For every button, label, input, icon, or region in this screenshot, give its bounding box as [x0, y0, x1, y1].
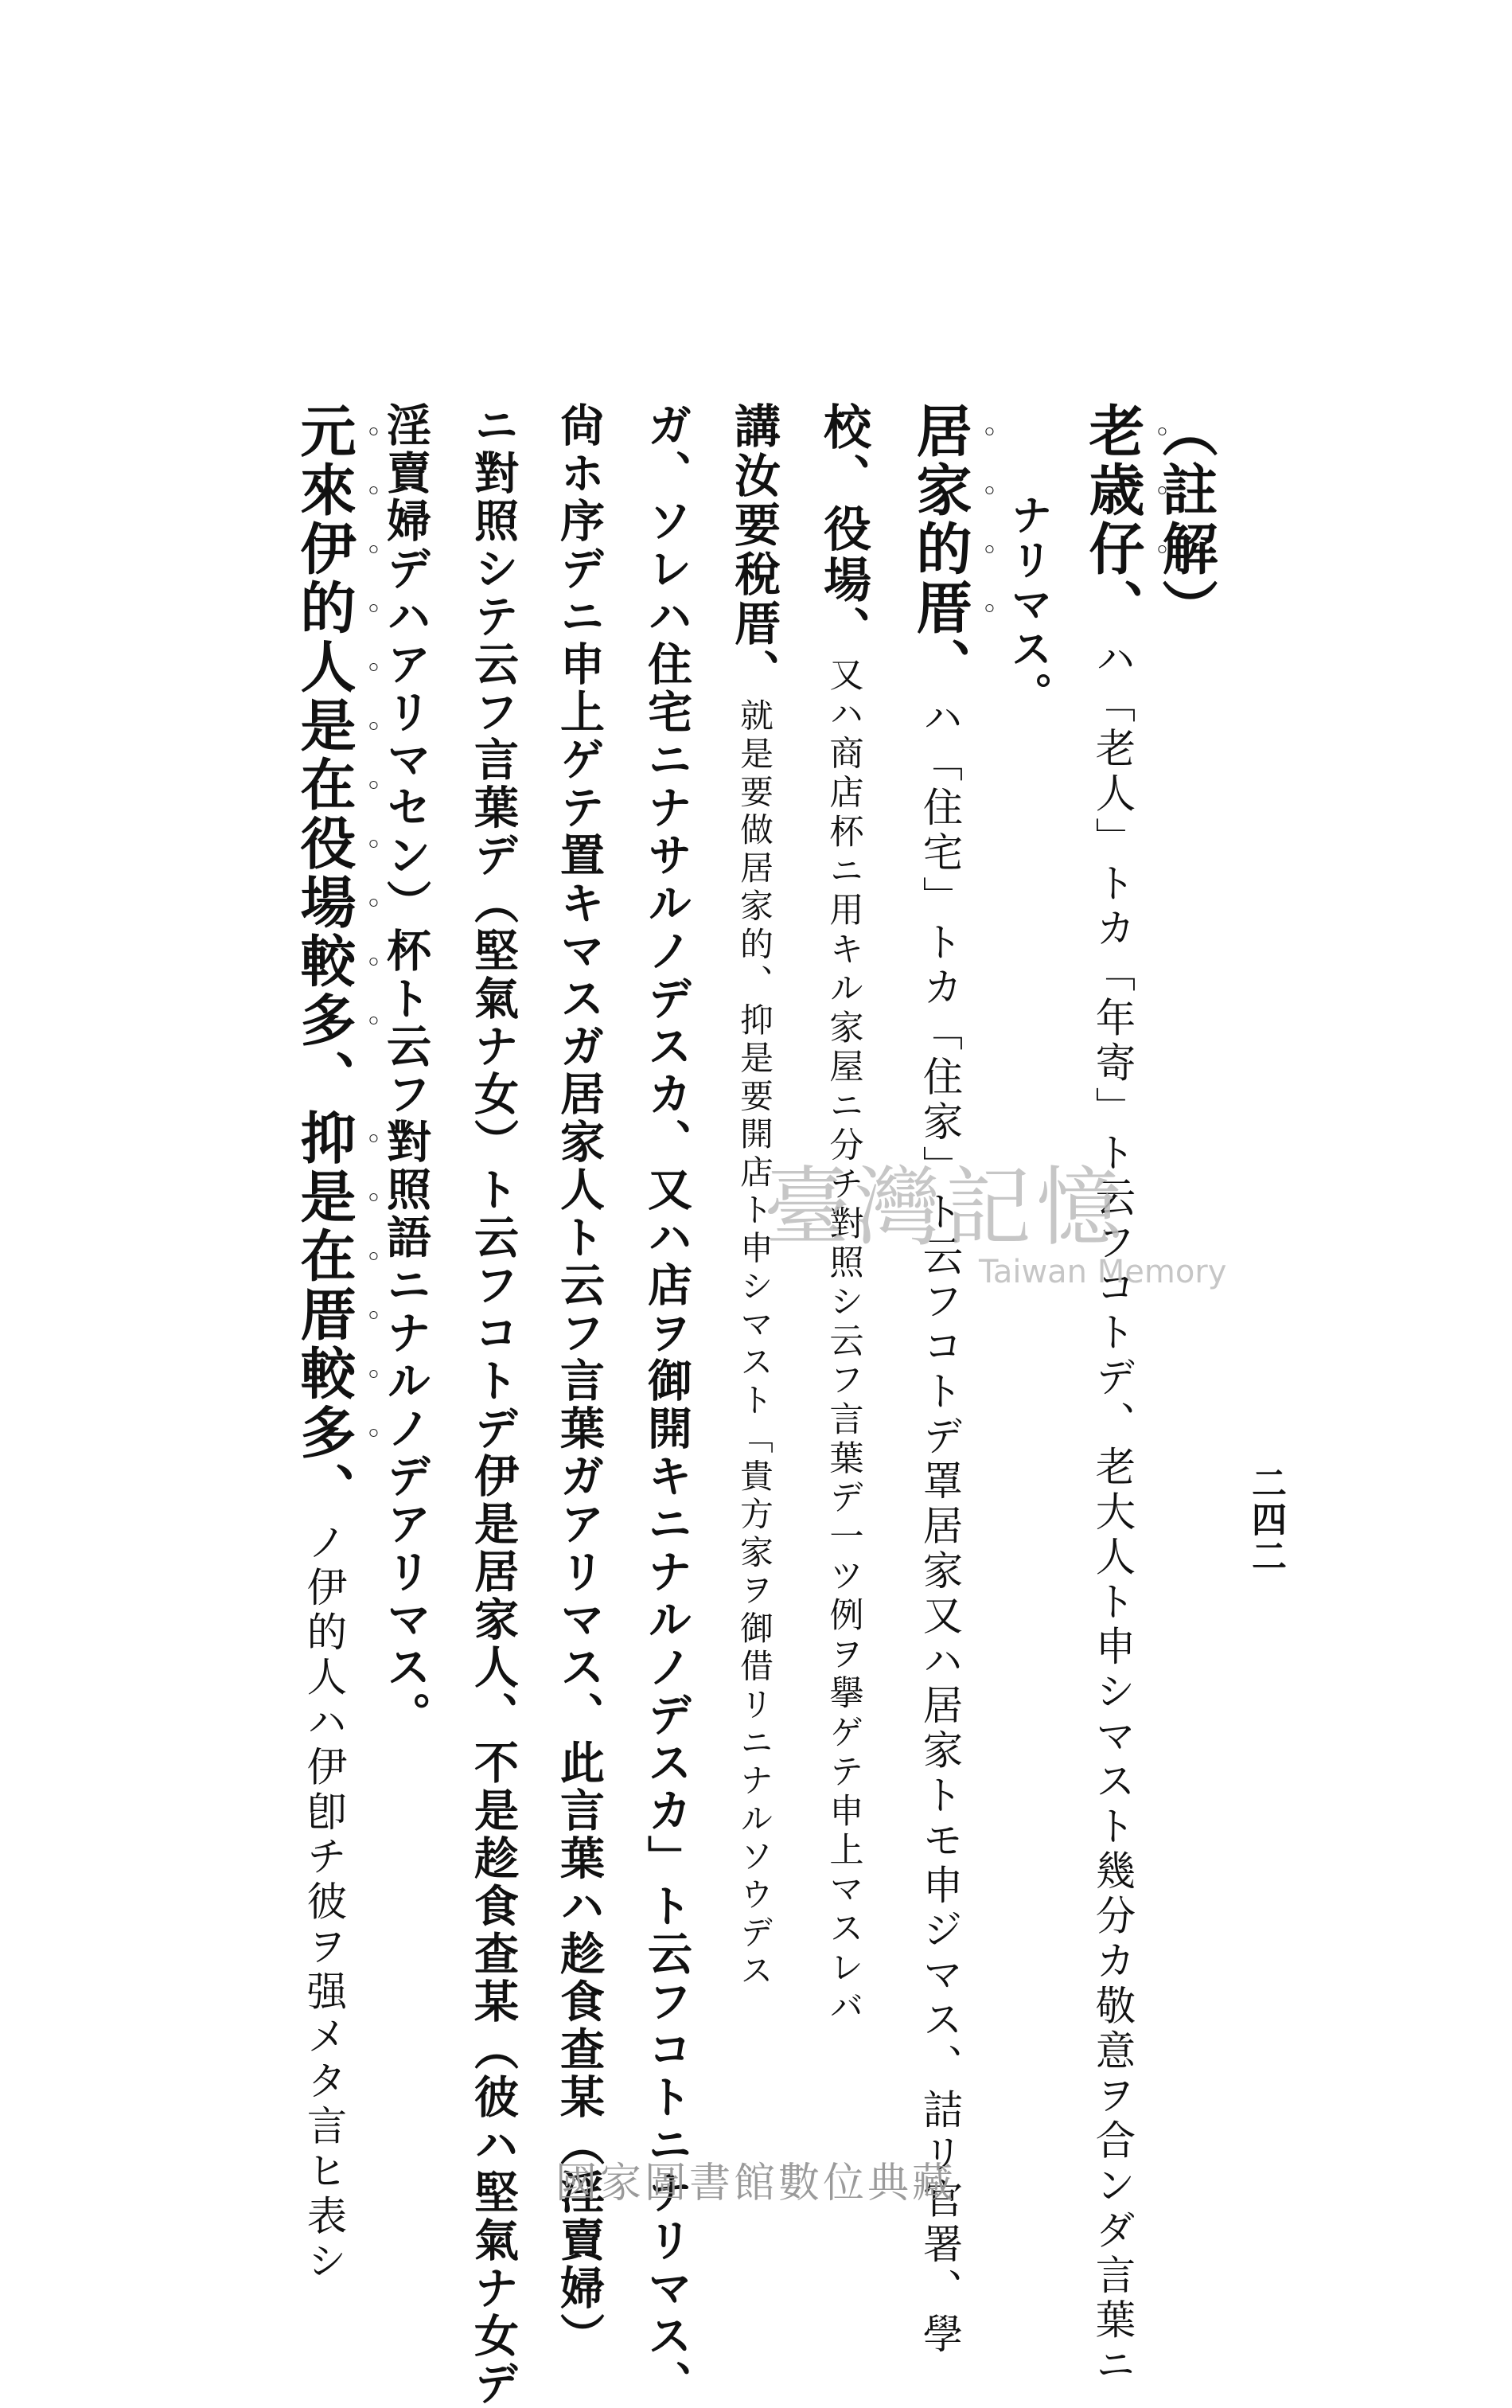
text-column	[641, 402, 693, 2408]
watermark	[764, 1138, 1241, 1298]
column-body-text: ハ「老人」トカ「年寄」ト云フコトデ、老大人ト申シマスト幾分カ敬意ヲ合ンダ言葉ニ	[1089, 638, 1136, 2389]
column-body-text: 淫賣婦デハアリマセン）杯ト云フ對照語ニナルノデアリマス。	[380, 402, 432, 1739]
text-column	[467, 402, 520, 2408]
column-heading-term: （註解）	[1153, 402, 1219, 638]
text-column	[291, 402, 390, 2285]
text-column	[380, 402, 432, 1739]
column-body-text: ノ伊的人ハ伊卽チ彼ヲ强メタ言ヒ表シ	[301, 1521, 348, 2285]
text-column	[1003, 494, 1052, 716]
column-heading-term: 校、役場、	[816, 402, 871, 657]
watermark-cjk: 臺灣記憶	[764, 1158, 1128, 1258]
column-body-text: 尙ホ序デニ申上ゲテ置キマスガ居家人ト云フ言葉ガアリマス、此言葉ハ趁食查某（淫賣婦）	[553, 402, 606, 2360]
column-body-text: ニ對照シテ云フ言葉デ（堅氣ナ女）ト云フコトデ伊是居家人、不是趁食查某（彼ハ堅氣ナ女デ	[467, 402, 520, 2408]
text-column	[553, 402, 606, 2360]
column-heading-term: 元來伊的人是在役場較多、抑是在厝較多、	[291, 402, 357, 1521]
column-body-text: ガ、ソレハ住宅ニナサルノデスカ、又ハ店ヲ御開キニナルノデスカ」ト云フコトニナリマス、	[641, 402, 693, 2408]
text-column	[907, 402, 1006, 2358]
column-heading-term: 講汝要稅厝、	[727, 402, 781, 698]
column-heading-term: 居家的厝、	[907, 402, 973, 697]
column-body-text: ナリマス。	[1003, 494, 1052, 716]
page-number: 二四二	[1245, 1465, 1286, 1575]
column-body-text: 就是要做居家的、抑是要開店ト申シマスト「貴方家ヲ御借リニナルソウデス	[735, 698, 774, 1991]
footer-archive-label: 國家圖書館數位典藏	[555, 2160, 957, 2207]
column-body-text: ハ「住宅」トカ「住家」ト云フコトデ罩居家又ハ居家トモ申ジマス、詰リ官署、學	[917, 697, 964, 2358]
watermark-en: Taiwan Memory	[979, 1254, 1227, 1290]
column-heading-term: 老歳仔、	[1080, 402, 1146, 638]
text-column	[1080, 402, 1179, 2389]
column-body-text: 又ハ商店杯ニ用キル家屋ニ分チ對照シ云フ言葉デ一ツ例ヲ擧ゲテ申上マスレバ	[824, 657, 863, 2027]
